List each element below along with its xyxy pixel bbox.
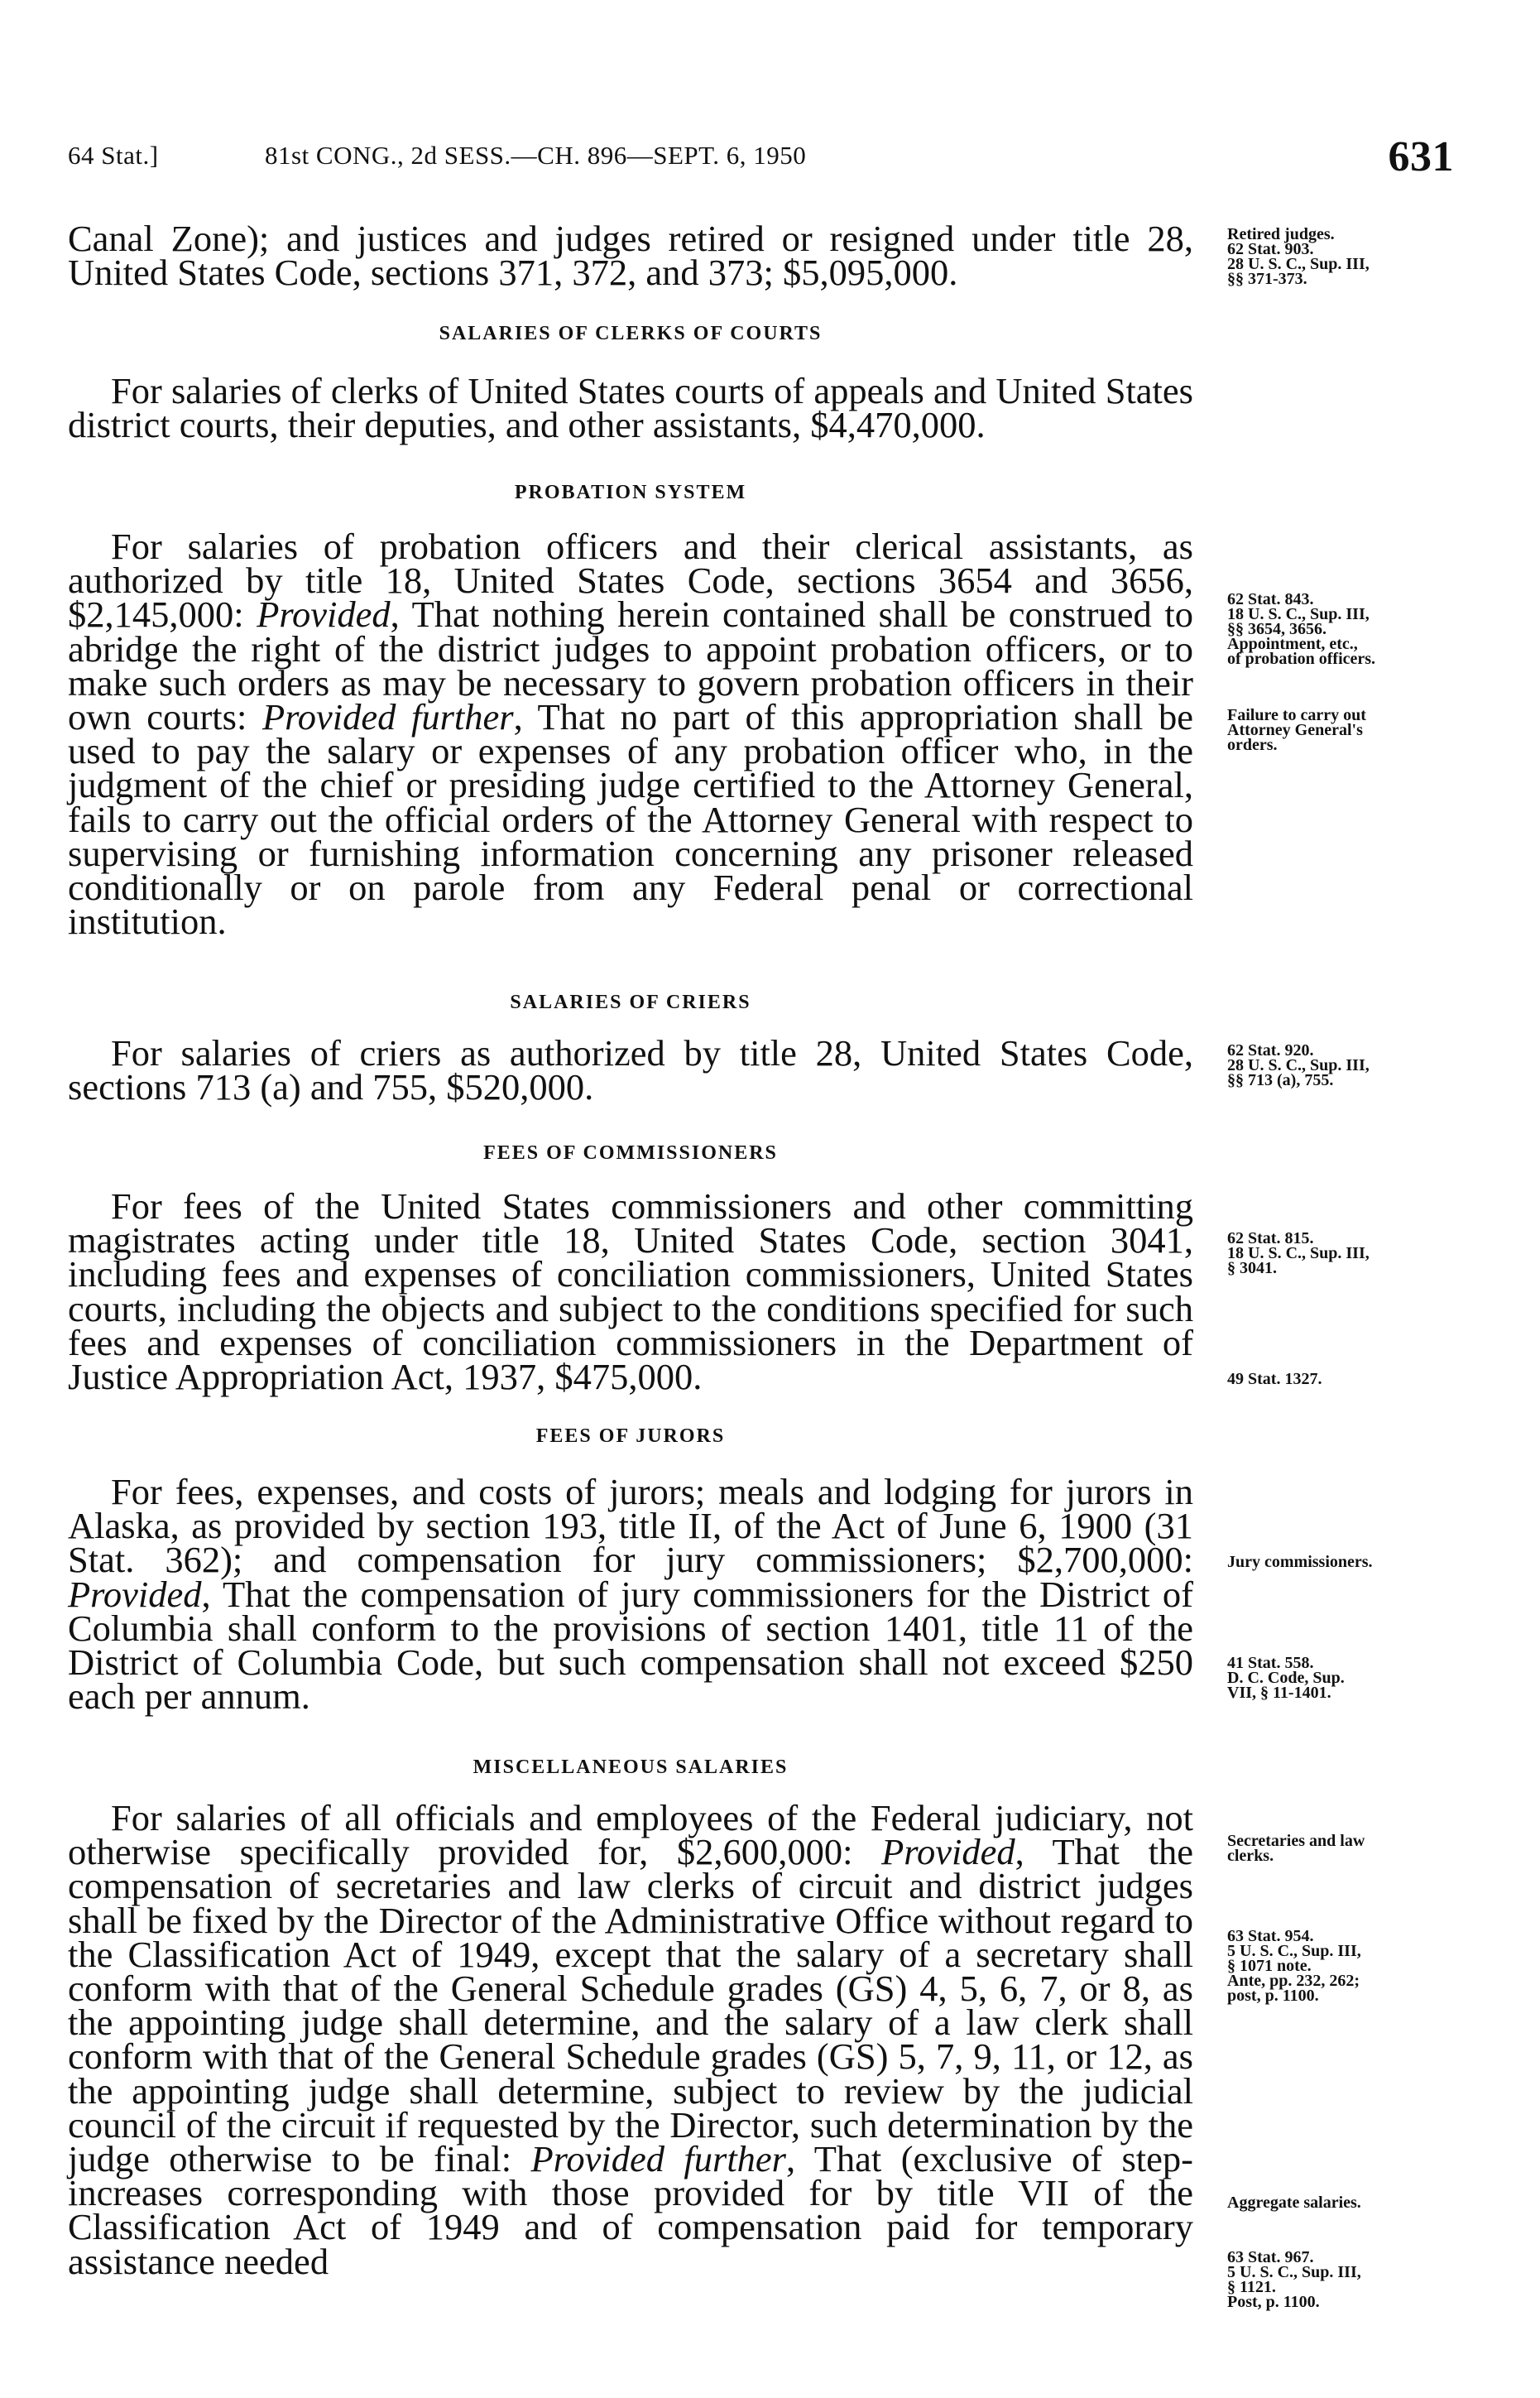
- note-line: Failure to carry out: [1227, 706, 1366, 724]
- margin-note-aggregate: [1227, 2195, 1475, 2210]
- note-line: of probation officers.: [1227, 650, 1376, 668]
- note-line: 62 Stat. 815.: [1227, 1229, 1314, 1247]
- heading-salaries-clerks: SALARIES OF CLERKS OF COURTS: [439, 323, 823, 344]
- margin-note-probation: [1227, 592, 1475, 666]
- margin-note-final: [1227, 2250, 1475, 2309]
- canal-zone-paragraph: Canal Zone); and justices and judges retired or resigned under title 28, United States Code, sections 371, 372, and 373; $5,095,000.: [68, 218, 1193, 294]
- header-session: 81st CONG., 2d SESS.—CH. 896—SEPT. 6, 1950: [265, 141, 807, 170]
- note-line: § 1071 note.: [1227, 1957, 1312, 1975]
- jurors-text-1: For fees, expenses, and costs of jurors; meals and lodging for jurors in Alaska, as provided by section 193, title II, of the Act of June 6, 1900 (31 Stat. 362); and compensation for jury commissioners; $2,700,000:: [68, 1471, 1193, 1581]
- note-line: § 3041.: [1227, 1259, 1277, 1277]
- proviso-label: Provided: [68, 1573, 202, 1615]
- misc-text-3: , That (exclusive of step-increases corresponding with those provided for by title VII of the Classification Act of 1949 and of compensation paid for temporary assistance needed: [68, 2138, 1193, 2282]
- margin-note-criers: [1227, 1043, 1475, 1088]
- probation-text-1: For salaries of probation officers and their clerical assistants, as authorized by title 18, United States Code, sections 3654 and 3656, $2,145,000:: [68, 526, 1193, 636]
- probation-text-2: , That nothing herein contained shall be construed to abridge the right of the district judges to appoint probation officers, or to make such orders as may be necessary to govern probation officers in their own courts:: [68, 593, 1193, 738]
- header-volume: 64 Stat.]: [68, 141, 159, 170]
- note-line: 49 Stat. 1327.: [1227, 1370, 1322, 1388]
- note-line: §§ 713 (a), 755.: [1227, 1071, 1334, 1089]
- clerks-paragraph: For salaries of clerks of United States courts of appeals and United States district courts, their deputies, and other assistants, $4,470,000.: [68, 370, 1193, 446]
- proviso-label: Provided further: [530, 2138, 786, 2180]
- note-line: 62 Stat. 920.: [1227, 1041, 1314, 1060]
- note-line: 63 Stat. 954.: [1227, 1927, 1314, 1945]
- heading-probation-system: PROBATION SYSTEM: [514, 482, 747, 503]
- note-line: 62 Stat. 843.: [1227, 590, 1314, 608]
- note-line: clerks.: [1227, 1847, 1274, 1865]
- note-line: Aggregate salaries.: [1227, 2194, 1361, 2212]
- note-line: §§ 3654, 3656.: [1227, 620, 1327, 638]
- note-line: 28 U. S. C., Sup. III,: [1227, 255, 1370, 273]
- heading-fees-commissioners: FEES OF COMMISSIONERS: [483, 1142, 778, 1164]
- note-line: 28 U. S. C., Sup. III,: [1227, 1056, 1370, 1074]
- note-line: Ante, pp. 232, 262;: [1227, 1972, 1360, 1990]
- note-line: 41 Stat. 558.: [1227, 1654, 1314, 1672]
- probation-text-3: , That no part of this appropriation shall be used to pay the salary or expenses of any probation officer who, in the judgment of the chief or presiding judge certified to the Attorney General, fails to carry out the official orders of the Attorney General with respect to supervising or furnishing information concerning any prisoner released conditionally or on parole from any Federal penal or correctional institution.: [68, 696, 1193, 943]
- note-line: Post, p. 1100.: [1227, 2293, 1320, 2311]
- margin-note-secretaries: [1227, 1833, 1475, 1863]
- note-line: 18 U. S. C., Sup. III,: [1227, 605, 1370, 623]
- jurors-text-2: , That the compensation of jury commissioners for the District of Columbia shall conform to the provisions of section 1401, title 11 of the District of Columbia Code, but such compensation shall not exceed $250 each per annum.: [68, 1573, 1193, 1718]
- jurors-paragraph: [68, 1471, 1193, 1718]
- margin-note-stat-1327: [1227, 1372, 1475, 1386]
- note-line: D. C. Code, Sup.: [1227, 1669, 1345, 1687]
- note-line: 62 Stat. 903.: [1227, 240, 1314, 258]
- proviso-label: Provided further: [261, 696, 514, 738]
- margin-note-commissioners: [1227, 1231, 1475, 1276]
- proviso-label: Provided: [257, 593, 391, 636]
- note-line: Attorney General's: [1227, 721, 1363, 739]
- margin-note-retired-judges: [1227, 227, 1475, 286]
- misc-text-2: , That the compensation of secretaries and law clerks of circuit and district judges shall be fixed by the Director of the Administrative Office without regard to the Classification Act of 1949, except that the salary of a secretary shall conform with that of the General Schedule grades (GS) 4, 5, 6, 7, or 8, as the appointing judge shall determine, and the salary of a law clerk shall conform with that of the General Schedule grades (GS) 5, 7, 9, 11, or 12, as the appointing judge shall determine, subject to review by the judicial council of the circuit if requested by the Director, such determination by the judge otherwise to be final:: [68, 1831, 1193, 2180]
- note-line: §§ 371-373.: [1227, 270, 1307, 288]
- criers-paragraph: For salaries of criers as authorized by title 28, United States Code, sections 713 (a) and 755, $520,000.: [68, 1032, 1193, 1108]
- misc-text-1: For salaries of all officials and employees of the Federal judiciary, not otherwise specifically provided for, $2,600,000:: [68, 1797, 1193, 1873]
- page-number: 631: [1388, 133, 1454, 180]
- miscellaneous-paragraph: [68, 1797, 1193, 2282]
- note-line: post, p. 1100.: [1227, 1987, 1319, 2005]
- note-line: Retired judges.: [1227, 225, 1335, 243]
- note-line: Secretaries and law: [1227, 1832, 1365, 1850]
- heading-salaries-criers: SALARIES OF CRIERS: [510, 992, 751, 1013]
- proviso-label: Provided: [881, 1831, 1015, 1873]
- note-line: 5 U. S. C., Sup. III,: [1227, 2263, 1361, 2281]
- note-line: VII, § 11-1401.: [1227, 1684, 1331, 1702]
- note-line: Appointment, etc.,: [1227, 635, 1358, 653]
- note-line: 5 U. S. C., Sup. III,: [1227, 1942, 1361, 1960]
- note-line: 18 U. S. C., Sup. III,: [1227, 1244, 1370, 1262]
- margin-note-failure: [1227, 708, 1475, 752]
- margin-note-dc-code: [1227, 1656, 1475, 1700]
- margin-note-classification-act: [1227, 1929, 1475, 2003]
- commissioners-paragraph: For fees of the United States commissioners and other committing magistrates acting under title 18, United States Code, section 3041, including fees and expenses of conciliation commissioners, United States courts, including the objects and subject to the conditions specified for such fees and expenses of conciliation commissioners in the Department of Justice Appropriation Act, 1937, $475,000.: [68, 1185, 1193, 1398]
- heading-miscellaneous-salaries: MISCELLANEOUS SALARIES: [473, 1756, 789, 1778]
- probation-paragraph: [68, 526, 1193, 943]
- note-line: orders.: [1227, 736, 1278, 754]
- note-line: § 1121.: [1227, 2278, 1276, 2296]
- margin-note-jury-commissioners: [1227, 1555, 1475, 1569]
- note-line: 63 Stat. 967.: [1227, 2248, 1314, 2266]
- note-line: Jury commissioners.: [1227, 1553, 1373, 1571]
- heading-fees-jurors: FEES OF JURORS: [535, 1425, 726, 1447]
